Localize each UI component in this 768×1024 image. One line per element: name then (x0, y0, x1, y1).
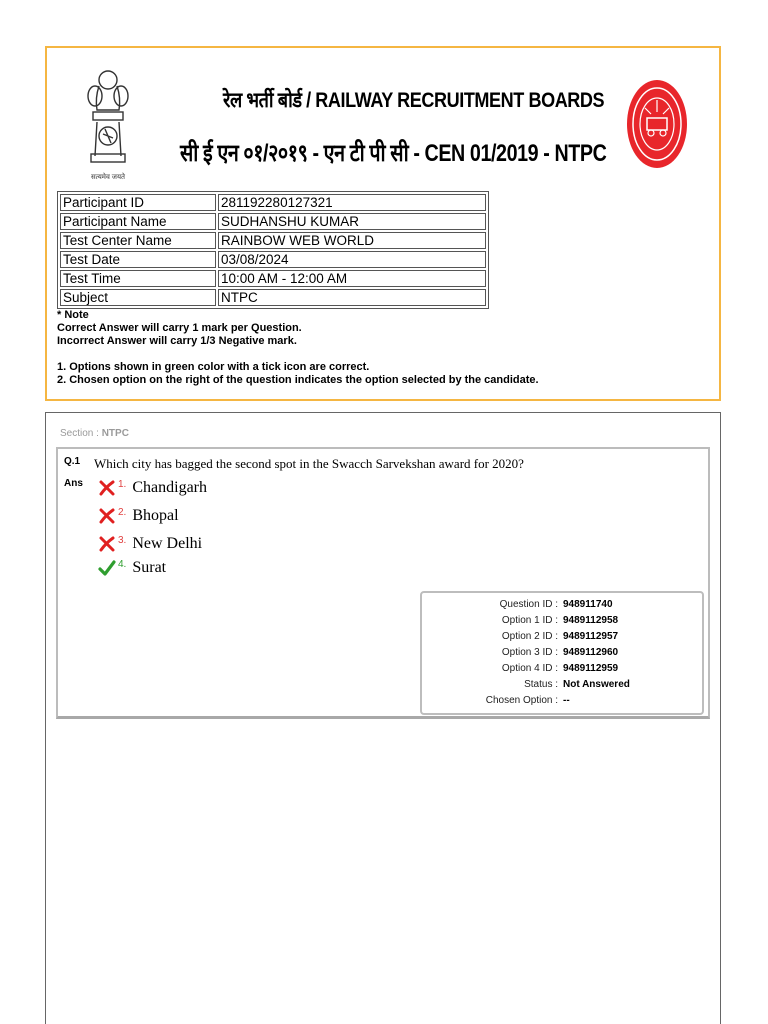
table-row (60, 251, 486, 268)
meta-label: Option 2 ID : (501, 631, 558, 642)
section-name: NTPC (101, 428, 129, 439)
table-row (60, 232, 486, 249)
meta-value: 9489112960 (563, 647, 619, 658)
option-4 (98, 559, 166, 581)
check-icon (98, 559, 116, 577)
test-center-label: Test Center Name (60, 232, 216, 249)
test-time-value: 10:00 AM - 12:00 AM (218, 270, 486, 287)
option-number: 3. (118, 535, 127, 546)
notes-block (57, 309, 539, 387)
meta-value: 9489112958 (563, 615, 619, 626)
section-prefix: Section : (60, 428, 102, 439)
question-number: Q.1 (64, 456, 81, 467)
option-number: 2. (118, 507, 127, 518)
test-time-label: Test Time (60, 270, 216, 287)
indian-railways-logo-icon (625, 78, 689, 170)
participant-name-label: Participant Name (60, 213, 216, 230)
status-value: Not Answered (563, 679, 630, 690)
test-date-value: 03/08/2024 (218, 251, 486, 268)
table-row (60, 289, 486, 306)
question-box (56, 447, 710, 719)
option-3 (98, 535, 202, 557)
test-date-label: Test Date (60, 251, 216, 268)
test-center-value: RAINBOW WEB WORLD (218, 232, 486, 249)
question-meta-box (420, 591, 704, 715)
meta-value: 948911740 (563, 599, 613, 610)
ans-label: Ans (64, 478, 83, 489)
question-text: Which city has bagged the second spot in the Swacch Sarvekshan award for 2020? (94, 456, 524, 471)
note-line: 1. Options shown in green color with a tick icon are correct. (57, 361, 370, 373)
participant-info-table (57, 191, 489, 309)
participant-id-label: Participant ID (60, 194, 216, 211)
header-panel (45, 46, 721, 401)
section-label (60, 428, 129, 439)
page-subtitle: सी ई एन ०१/२०१९ - एन टी पी सी - CEN 01/2019 - NTPC (180, 140, 607, 167)
meta-label: Status : (524, 679, 558, 690)
option-text: Surat (132, 559, 167, 576)
table-row (60, 213, 486, 230)
note-line: Incorrect Answer will carry 1/3 Negative mark. (57, 335, 297, 347)
question-panel (45, 412, 721, 1024)
meta-label: Option 4 ID : (501, 663, 558, 674)
national-emblem-icon (79, 66, 137, 178)
note-heading: * Note (57, 309, 89, 321)
meta-value: 9489112957 (563, 631, 619, 642)
meta-label: Option 3 ID : (501, 647, 558, 658)
page-title: रेल भर्ती बोर्ड / RAILWAY RECRUITMENT BOARDS (223, 89, 605, 112)
table-row (60, 194, 486, 211)
cross-icon (98, 479, 116, 497)
meta-label: Option 1 ID : (501, 615, 558, 626)
cross-icon (98, 507, 116, 525)
option-text: New Delhi (132, 535, 203, 552)
table-row (60, 270, 486, 287)
option-text: Bhopal (132, 507, 179, 524)
option-text: Chandigarh (132, 479, 207, 496)
note-line: 2. Chosen option on the right of the question indicates the option selected by the candidate. (57, 374, 539, 386)
subject-value: NTPC (218, 289, 486, 306)
cross-icon (98, 535, 116, 553)
option-1 (98, 479, 207, 501)
note-line: Correct Answer will carry 1 mark per Question. (57, 322, 302, 334)
participant-id-value: 281192280127321 (218, 194, 486, 211)
meta-value: 9489112959 (563, 663, 619, 674)
meta-label: Chosen Option : (485, 695, 558, 706)
option-2 (98, 507, 179, 529)
subject-label: Subject (60, 289, 216, 306)
chosen-option-value: -- (563, 695, 570, 706)
meta-label: Question ID : (499, 599, 558, 610)
emblem-caption: सत्यमेव जयते (90, 174, 126, 181)
option-number: 1. (118, 479, 127, 490)
note-spacer (57, 348, 539, 361)
participant-name-value: SUDHANSHU KUMAR (218, 213, 486, 230)
option-number: 4. (118, 559, 127, 570)
